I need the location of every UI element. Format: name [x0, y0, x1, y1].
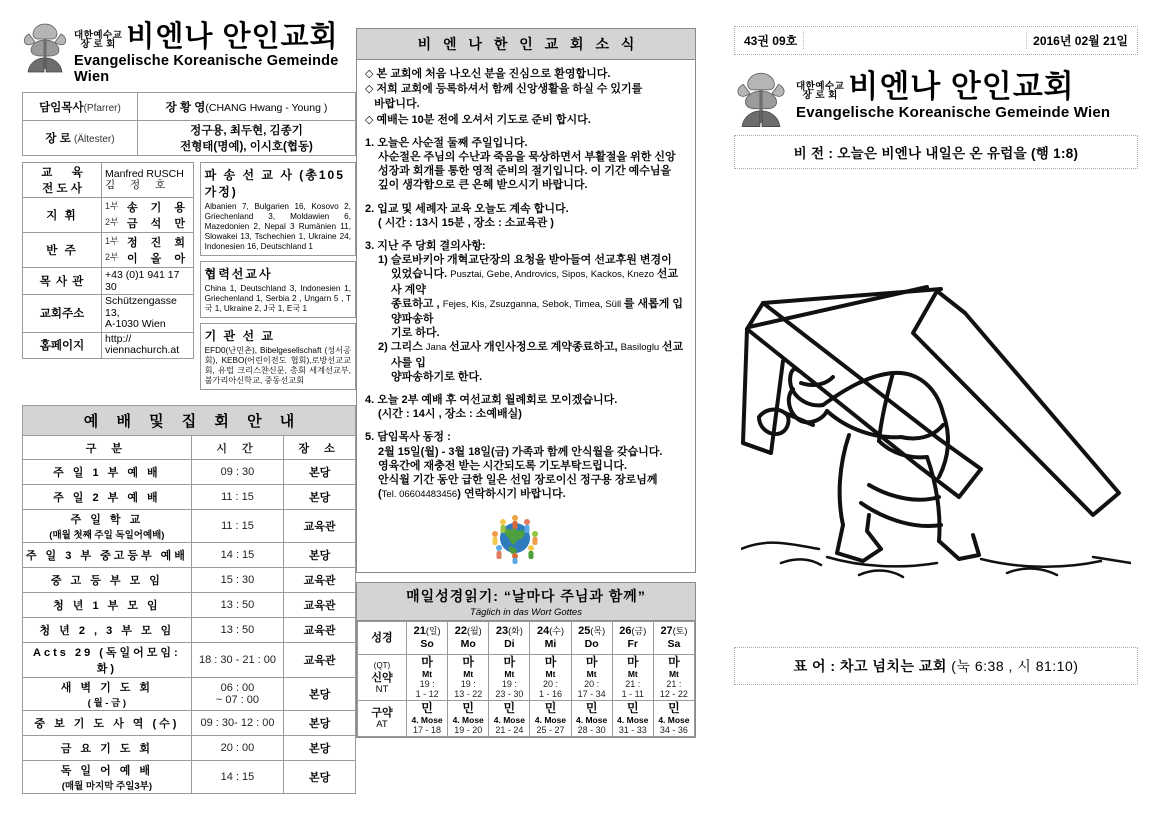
daily-bible-reading-box: [356, 582, 696, 738]
elder-label-ko: 장 로: [45, 133, 71, 145]
education-teacher-2: 김 정 호: [105, 179, 172, 191]
schedule-place: 교육관: [284, 510, 356, 543]
news-item-line: 영육간에 재충전 받는 시간되도록 기도부탁드립니다.: [378, 459, 628, 472]
news-item-line: 안식월 기간 동안 급한 일은 선임 장로이신 정구용 장로님께: [378, 474, 658, 487]
schedule-place: 교육관: [284, 593, 356, 618]
church-hanja: 대한예수교 장 로 회: [74, 30, 123, 50]
table-row: [23, 460, 356, 485]
bible-reading-cell: 민 4. Mose 25 - 27: [530, 701, 571, 737]
schedule-category: Acts 29 (독일어모임:화): [23, 643, 192, 678]
news-body: [357, 60, 695, 502]
right-column: [708, 0, 1160, 820]
news-welcome-line: ◇ 본 교회에 처음 나오신 분을 진심으로 환영합니다.: [365, 68, 611, 80]
schedule-place: 본당: [284, 460, 356, 485]
table-row: [23, 295, 194, 333]
bible-title: 매일성경읽기: “날마다 주님과 함께”: [406, 588, 646, 604]
bible-reading-cell: 마 Mt 21 : 12 - 22: [653, 655, 694, 701]
bible-day-header: 21(일) So: [407, 622, 448, 655]
schedule-header-place: 장 소: [284, 436, 356, 460]
schedule-title: 예 배 및 집 회 안 내: [22, 405, 356, 435]
elder-names-line1: 정구용, 최두현, 김종기: [190, 125, 303, 137]
church-logo-header: [22, 22, 356, 84]
bible-reading-cell: 마 Mt 19 : 1 - 12: [407, 655, 448, 701]
schedule-category: 독 일 어 예 배 (매월 마지막 주일3부): [23, 761, 192, 794]
church-info-table: [22, 162, 194, 359]
bible-header: [357, 583, 695, 621]
sent-missionaries-box: [200, 162, 356, 256]
table-header-row: [358, 622, 695, 655]
table-header-row: [23, 436, 356, 460]
motto-label: 표 어 : 차고 넘치는 교회: [793, 658, 947, 674]
address-line2: A-1030 Wien: [105, 318, 166, 330]
bible-day-header: 22(월) Mo: [448, 622, 489, 655]
schedule-category: 주 일 2 부 예 배: [23, 485, 192, 510]
pastor-name-ko: 장 황 영: [165, 101, 206, 114]
accompanist-part1-key: 1부: [105, 236, 119, 246]
table-row: [358, 655, 695, 701]
schedule-place: 교육관: [284, 568, 356, 593]
news-item-head: 2. 입교 및 세례자 교육 오늘도 계속 합니다.: [365, 202, 569, 215]
schedule-category: 청 년 1 부 모 임: [23, 593, 192, 618]
conductor-part2-name: 금 석 만: [127, 218, 190, 230]
motto-bar: [734, 647, 1138, 685]
table-row: [23, 198, 194, 233]
accompanist-part2-key: 2부: [105, 252, 119, 262]
bible-reading-cell: 마 Mt 21 : 1 - 11: [612, 655, 653, 701]
institutional-mission-box: [200, 323, 356, 390]
accompanist-part1-name: 정 진 희: [127, 237, 190, 249]
education-teacher-1: Manfred RUSCH: [105, 167, 184, 180]
address-label: 교회주소: [39, 308, 85, 321]
schedule-category: 청 년 2 , 3 부 모 임: [23, 618, 192, 643]
schedule-time: 14 : 15: [191, 543, 283, 568]
schedule-time: 13 : 50: [191, 618, 283, 643]
schedule-place: 본당: [284, 736, 356, 761]
table-row: [358, 701, 695, 737]
news-item-line: 깊이 생각함으로 큰 은혜 받으시기 바랍니다.: [378, 179, 588, 192]
schedule-header-time: 시 간: [191, 436, 283, 460]
pastor-name-de: (CHANG Hwang - Young ): [205, 101, 328, 114]
news-item-head: 5. 담임목사 동정 :: [365, 431, 451, 444]
bible-table: [357, 621, 695, 737]
conductor-part1-key: 1부: [105, 201, 119, 211]
schedule-place: 본당: [284, 543, 356, 568]
elder-names-line2: 전형태(명예), 이시호(협동): [180, 141, 313, 153]
schedule-place: 교육관: [284, 618, 356, 643]
partner-missionaries-body: China 1, Deutschland 3, Indonesien 1, Griechenland 1, Serbia 2 , Ungarn 5 , T국 1, Ukraine 2, J국 1, E국 1: [204, 284, 351, 313]
cross-illustration: [734, 185, 1138, 625]
news-item-head: 4. 오늘 2부 예배 후 여선교회 월례회로 모이겠습니다.: [365, 394, 618, 407]
bible-reading-cell: 민 4. Mose 34 - 36: [653, 701, 694, 737]
table-row: [23, 618, 356, 643]
schedule-place: 본당: [284, 485, 356, 510]
news-box: [356, 28, 696, 573]
news-title: 비 엔 나 한 인 교 회 소 식: [357, 29, 695, 60]
address-line1: Schützengasse 13,: [105, 295, 177, 319]
schedule-place: 본당: [284, 761, 356, 794]
news-item-line: (Tel. 06604483456) 연락하시기 바랍니다.: [378, 488, 566, 501]
homepage-url-part2: viennachurch.at: [105, 344, 180, 356]
table-row: [23, 121, 356, 156]
bible-reading-cell: 민 4. Mose 21 - 24: [489, 701, 530, 737]
conductor-label: 지 휘: [46, 210, 78, 222]
education-label-line2: 전 도 사: [42, 183, 82, 195]
news-subitem-line: 양파송하기로 한다.: [391, 370, 483, 383]
news-item-head: 1. 오늘은 사순절 둘째 주일입니다.: [365, 136, 528, 149]
bible-day-header: 25(목) Do: [571, 622, 612, 655]
institutional-mission-title: 기 관 선 교: [204, 329, 275, 343]
globe-people-icon: [485, 506, 545, 564]
news-subitem-line: 기로 하다.: [391, 327, 440, 340]
schedule-time: 09 : 30- 12 : 00: [191, 711, 283, 736]
vision-statement: 비 전 : 오늘은 비엔나 내일은 온 유럽을 (행 1:8): [734, 135, 1138, 169]
table-row: [23, 163, 194, 198]
table-row: [23, 643, 356, 678]
bible-day-header: 26(금) Fr: [612, 622, 653, 655]
table-row: [23, 268, 194, 295]
schedule-table: [22, 435, 356, 794]
issue-number: 43권 09호: [744, 34, 798, 48]
schedule-header-category: 구 분: [23, 436, 192, 460]
homepage-url-part1: http://: [105, 332, 132, 345]
bible-testament-label: (QT) 신약 NT: [358, 655, 407, 701]
news-subitem-line: 2) 그리스 Jana 선교사 개인사정으로 계약종료하고, Basiloglu 선교사를 입: [378, 341, 684, 369]
bible-reading-cell: 민 4. Mose 19 - 20: [448, 701, 489, 737]
schedule-time: 15 : 30: [191, 568, 283, 593]
table-row: [23, 543, 356, 568]
table-row: [23, 233, 194, 268]
schedule-category: 중 보 기 도 사 역 (수): [23, 711, 192, 736]
table-row: [23, 678, 356, 711]
schedule-category: 금 요 기 도 회: [23, 736, 192, 761]
pastor-table: [22, 92, 356, 156]
schedule-place: 교육관: [284, 643, 356, 678]
schedule-time: 20 : 00: [191, 736, 283, 761]
news-welcome-line: ◇ 저희 교회에 등록하셔서 함께 신앙생활을 하실 수 있기를: [365, 83, 643, 96]
issue-bar: [734, 26, 1138, 55]
parsonage-label: 목 사 관: [39, 276, 85, 288]
schedule-time: 11 : 15: [191, 485, 283, 510]
bible-col-header: 성경: [358, 622, 407, 655]
bible-reading-cell: 민 4. Mose 17 - 18: [407, 701, 448, 737]
church-logo-icon: [22, 22, 68, 76]
pastor-label-de: (Pfarrer): [83, 102, 121, 114]
table-row: [23, 736, 356, 761]
center-column: [356, 0, 708, 820]
accompanist-label: 반 주: [46, 245, 78, 257]
news-item-line: 사순절은 주님의 수난과 죽음을 묵상하면서 부활절을 위한 신앙: [378, 151, 676, 164]
news-welcome-line: 바랍니다.: [365, 98, 420, 111]
partner-missionaries-box: [200, 261, 356, 318]
issue-date: 2016년 02월 21일: [1033, 34, 1128, 48]
schedule-time: 18 : 30 - 21 : 00: [191, 643, 283, 678]
news-item-line: 성장과 회개를 통한 영적 준비의 절기입니다. 이 기간 예수님을: [378, 165, 672, 178]
schedule-category: 중 고 등 부 모 임: [23, 568, 192, 593]
sent-missionaries-body: Albanien 7, Bulgarien 16, Kosovo 2, Griechenland 3, Moldawien 6, Mazedonien 2, Nepal 3 Rumänien 11, Slowakei 13, Tschechien 1, Ukraine 24, Indonesien 16, Deutschland 1: [204, 202, 351, 251]
schedule-time: 14 : 15: [191, 761, 283, 794]
table-row: [23, 593, 356, 618]
schedule-time: 09 : 30: [191, 460, 283, 485]
news-item-line: 2월 15일(월) - 3월 18일(금) 가족과 함께 안식월을 갖습니다.: [378, 445, 663, 458]
table-row: [23, 568, 356, 593]
news-subitem-line: 1) 슬로바키아 개혁교단장의 요청을 받아들여 선교후원 변경이: [378, 254, 672, 267]
schedule-place: 본당: [284, 678, 356, 711]
institutional-mission-body: EFD0(난민촌), Bibelgesellschaft (성서공회), KEBO(어린이전도 협회),로방선교교회, 유럽 크리스챤신문, 총회 세계선교부, 불가리아신학교, 중동선교회: [204, 346, 351, 385]
church-logo-header-right: [734, 71, 1138, 131]
church-name-ko: 비엔나 안인교회: [848, 69, 1075, 104]
schedule-category: 새 벽 기 도 회 ( 월 - 금 ): [23, 678, 192, 711]
schedule-category: 주 일 학 교 (매월 첫째 주일 독일어예배): [23, 510, 192, 543]
homepage-label: 홈페이지: [39, 340, 85, 352]
news-item-line: (시간 : 14시 , 장소 : 소예배실): [378, 408, 522, 421]
bible-testament-label: 구약 AT: [358, 701, 407, 737]
church-logo-icon: [734, 71, 788, 131]
table-row: [23, 761, 356, 794]
table-row: [23, 332, 194, 358]
bible-reading-cell: 마 Mt 19 : 23 - 30: [489, 655, 530, 701]
schedule-time: 06 : 00 ~ 07 : 00: [191, 678, 283, 711]
accompanist-part2-name: 이 올 아: [127, 253, 190, 265]
schedule-time: 13 : 50: [191, 593, 283, 618]
bible-day-header: 23(화) Di: [489, 622, 530, 655]
bible-day-header: 24(수) Mi: [530, 622, 571, 655]
news-subitem-line: 있었습니다. Pusztai, Gebe, Androvics, Sipos, Kackos, Knezo 선교사 계약: [391, 268, 678, 296]
schedule-category: 주 일 1 부 예 배: [23, 460, 192, 485]
schedule-place: 본당: [284, 711, 356, 736]
bible-reading-cell: 마 Mt 20 : 1 - 16: [530, 655, 571, 701]
bible-day-header: 27(토) Sa: [653, 622, 694, 655]
schedule-category: 주 일 3 부 중고등부 예배: [23, 543, 192, 568]
church-name-ko: 비엔나 안인교회: [126, 21, 339, 53]
news-item-line: ( 시간 : 13시 15분 , 장소 : 소교육관 ): [378, 216, 554, 229]
elder-label-de: (Ältester): [74, 134, 115, 145]
bible-reading-cell: 민 4. Mose 28 - 30: [571, 701, 612, 737]
bible-reading-cell: 마 Mt 20 : 17 - 34: [571, 655, 612, 701]
pastor-label-ko: 담임목사: [39, 101, 84, 114]
table-row: [23, 93, 356, 121]
motto-reference: (눅 6:38 , 시 81:10): [951, 658, 1079, 674]
table-row: [23, 485, 356, 510]
conductor-part2-key: 2부: [105, 217, 119, 227]
church-name-de: Evangelische Koreanische Gemeinde Wien: [74, 53, 339, 85]
parsonage-phone: +43 (0)1 941 17 30: [102, 268, 194, 295]
conductor-part1-name: 송 기 용: [127, 202, 190, 214]
news-welcome-line: ◇ 예배는 10분 전에 오셔서 기도로 준비 합시다.: [365, 113, 591, 126]
news-item-head: 3. 지난 주 당회 결의사항:: [365, 240, 486, 253]
education-label-line1: 교 육: [41, 167, 83, 179]
church-name-de: Evangelische Koreanische Gemeinde Wien: [796, 104, 1111, 121]
mission-info: [200, 162, 356, 395]
schedule-time: 11 : 15: [191, 510, 283, 543]
bible-reading-cell: 민 4. Mose 31 - 33: [612, 701, 653, 737]
bible-subtitle: Täglich in das Wort Gottes: [470, 607, 582, 618]
sent-missionaries-title: 파 송 선 교 사 (총105가정): [204, 168, 345, 199]
church-hanja: 대한예수교 장 로 회: [796, 81, 845, 101]
bible-reading-cell: 마 Mt 19 : 13 - 22: [448, 655, 489, 701]
table-row: [23, 510, 356, 543]
table-row: [23, 711, 356, 736]
partner-missionaries-title: 협력선교사: [204, 267, 273, 281]
news-subitem-line: 종료하고 , Fejes, Kis, Zsuzganna, Sebok, Timea, Süll 를 새롭게 입양파송하: [391, 297, 684, 326]
jesus-carrying-cross-icon: [741, 185, 1131, 625]
left-column: [0, 0, 356, 820]
